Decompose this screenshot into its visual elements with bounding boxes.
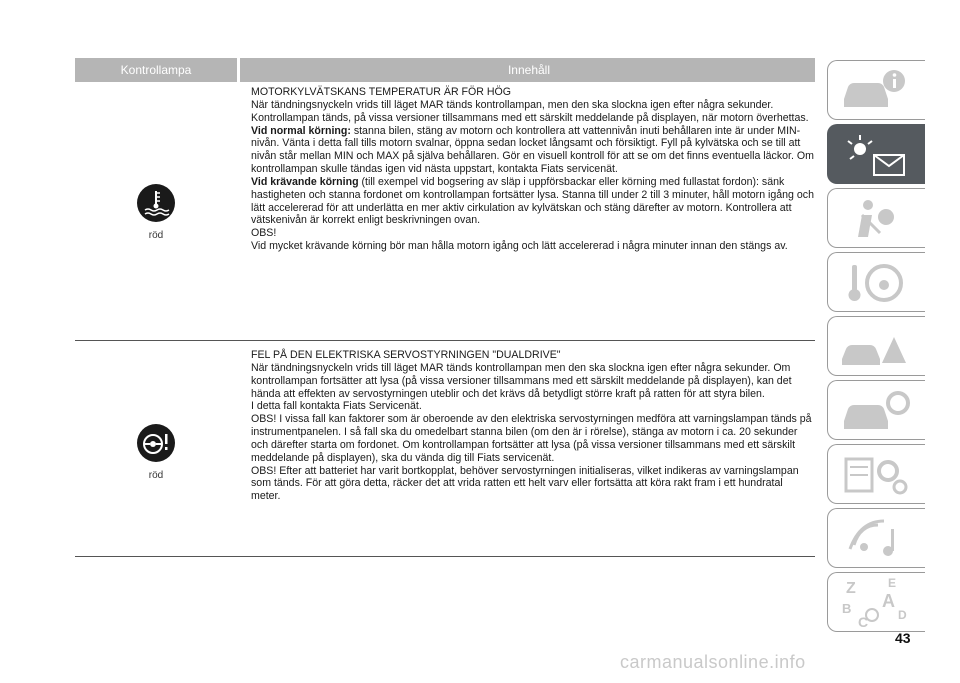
- tab-maintenance[interactable]: [827, 380, 925, 440]
- power-steering-failure-icon: [136, 423, 176, 463]
- tab-multimedia[interactable]: [827, 508, 925, 568]
- row2-paragraph: OBS! Efter att batteriet har varit bortkopplat, behöver servostyrningen initialiseras, vilket indikeras av varningslampan som tänds. För att göra detta, räcker det att vrida ratten ett helt varv eller fortsätta att köra rakt fram i ett hundratal meter.: [251, 464, 799, 503]
- row2-paragraph: I detta fall kontakta Fiats Servicenät.: [251, 400, 422, 413]
- row1-title: MOTORKYLVÄTSKANS TEMPERATUR ÄR FÖR HÖG: [251, 86, 511, 98]
- row2-paragraph: När tändningsnyckeln vrids till läget MAR tänds kontrollampan men den ska slockna igen efter några sekunder. Om kontrollampan fortsätter att lysa (på vissa versioner tillsammans med ett särskilt meddelande på displayen), kan det hända att effekten av servostyrningen uteblir och det krävs då betydligt större kraft på ratten för att styra bilen.: [251, 361, 792, 400]
- header-col-warning-light: Kontrollampa: [120, 63, 192, 77]
- car-maintenance-icon: [838, 387, 918, 435]
- row1-paragraph: [251, 125, 814, 176]
- tab-technical-data[interactable]: [827, 444, 925, 504]
- row2-paragraph: OBS! I vissa fall kan faktorer som är oberoende av den elektriska servostyrningen medföra att varningslampan tänds på instrumentpanelen. I så fall ska du omedelbart stanna bilen (om den är i rörelse), stänga av motorn i ca. 20 sekunder och därefter starta om fordonet. Om kontrollampan fortsätter att lysa (på vissa versioner tillsammans med ett särskilt meddelande på displayen), ska du vända dig till Fiats servicenät.: [251, 413, 812, 464]
- alphabetical-index-icon: [838, 575, 918, 635]
- index-letter: Z: [846, 580, 856, 597]
- row1-paragraph: Kontrollampan tänds, på vissa versioner tillsammans med ett särskilt meddelande på displayen, när motorn överhettas.: [251, 111, 809, 124]
- row1-demanding-driving-text: (till exempel vid bogsering av släp i uppförsbackar eller körning med fullastat fordon): sänk hastigheten och stanna fordonet om kontrollampan fortsätter lysa. Stanna till under 2 till 3 minuter, håll motorn igång och lätt accelererad för att underlätta en mer aktiv cirkulation av kylvätskan och stäng därefter av motorn. Kontrollera att vätskenivån är korrekt enligt beskrivningen ovan.: [251, 175, 814, 227]
- index-letter: B: [842, 601, 852, 616]
- car-info-icon: [838, 67, 918, 115]
- tab-warning-lights[interactable]: [827, 124, 925, 184]
- row2-description: [251, 349, 814, 503]
- tab-index[interactable]: [827, 572, 925, 632]
- table-header: [75, 58, 815, 82]
- row1-paragraph: Vid mycket krävande körning bör man hålla motorn igång och lätt accelererad i några minuter innan den stängs av.: [251, 240, 788, 253]
- index-letter: A: [882, 591, 895, 611]
- watermark: carmanualsonline.info: [620, 652, 806, 672]
- tab-safety[interactable]: [827, 188, 925, 248]
- row1-normal-driving-text: stanna bilen, stäng av motorn och kontrollera att vattennivån inuti behållaren inte är under MIN-nivån. Vänta i detta fall tills motorn svalnar, öppna sedan locket långsamt och försiktigt. Fyll på kylvätska och se till att nivån står mellan MIN och MAX på själva behållaren. Gör en visuell kontroll för att se om det finns eventuella läckor. Om kontrollampan skulle tändas igen vid nästa uppstart, kontakta Fiats servicenät.: [251, 124, 814, 176]
- row1-paragraph: [251, 176, 814, 227]
- multimedia-music-icon: [838, 515, 918, 563]
- tab-emergency[interactable]: [827, 316, 925, 376]
- table-bottom-line: [75, 556, 815, 557]
- index-letter: C: [858, 614, 869, 630]
- row1-paragraph: När tändningsnyckeln vrids till läget MAR tänds kontrollampan, men den ska slockna igen efter några sekunder.: [251, 98, 774, 111]
- tab-car-info[interactable]: [827, 60, 925, 120]
- row1-demanding-driving-heading: Vid krävande körning: [251, 175, 359, 188]
- power-steering-icon-cell: [75, 423, 237, 481]
- coolant-icon-cell: [75, 183, 237, 241]
- row1-description: [251, 86, 814, 253]
- car-accident-icon: [838, 323, 918, 371]
- index-letter: D: [898, 608, 907, 622]
- row1-normal-driving-heading: Vid normal körning:: [251, 124, 351, 137]
- seat-airbag-icon: [838, 195, 918, 243]
- key-steering-wheel-icon: [838, 259, 918, 307]
- row-divider: [75, 340, 815, 341]
- row2-title: FEL PÅ DEN ELEKTRISKA SERVOSTYRNINGEN "DUALDRIVE": [251, 349, 561, 361]
- header-separator: [237, 58, 240, 82]
- warning-lights-message-icon: [838, 131, 918, 179]
- tab-starting-driving[interactable]: [827, 252, 925, 312]
- row1-note-label: OBS!: [251, 227, 277, 240]
- chapter-navigation: [827, 60, 927, 636]
- coolant-temperature-warning-icon: [136, 183, 176, 223]
- technical-gears-icon: [838, 451, 918, 499]
- row1-color-label: röd: [148, 230, 164, 241]
- header-col-content: Innehåll: [507, 63, 551, 77]
- row2-color-label: röd: [148, 470, 164, 481]
- page-number: 43: [895, 630, 911, 646]
- index-letter: E: [888, 576, 897, 590]
